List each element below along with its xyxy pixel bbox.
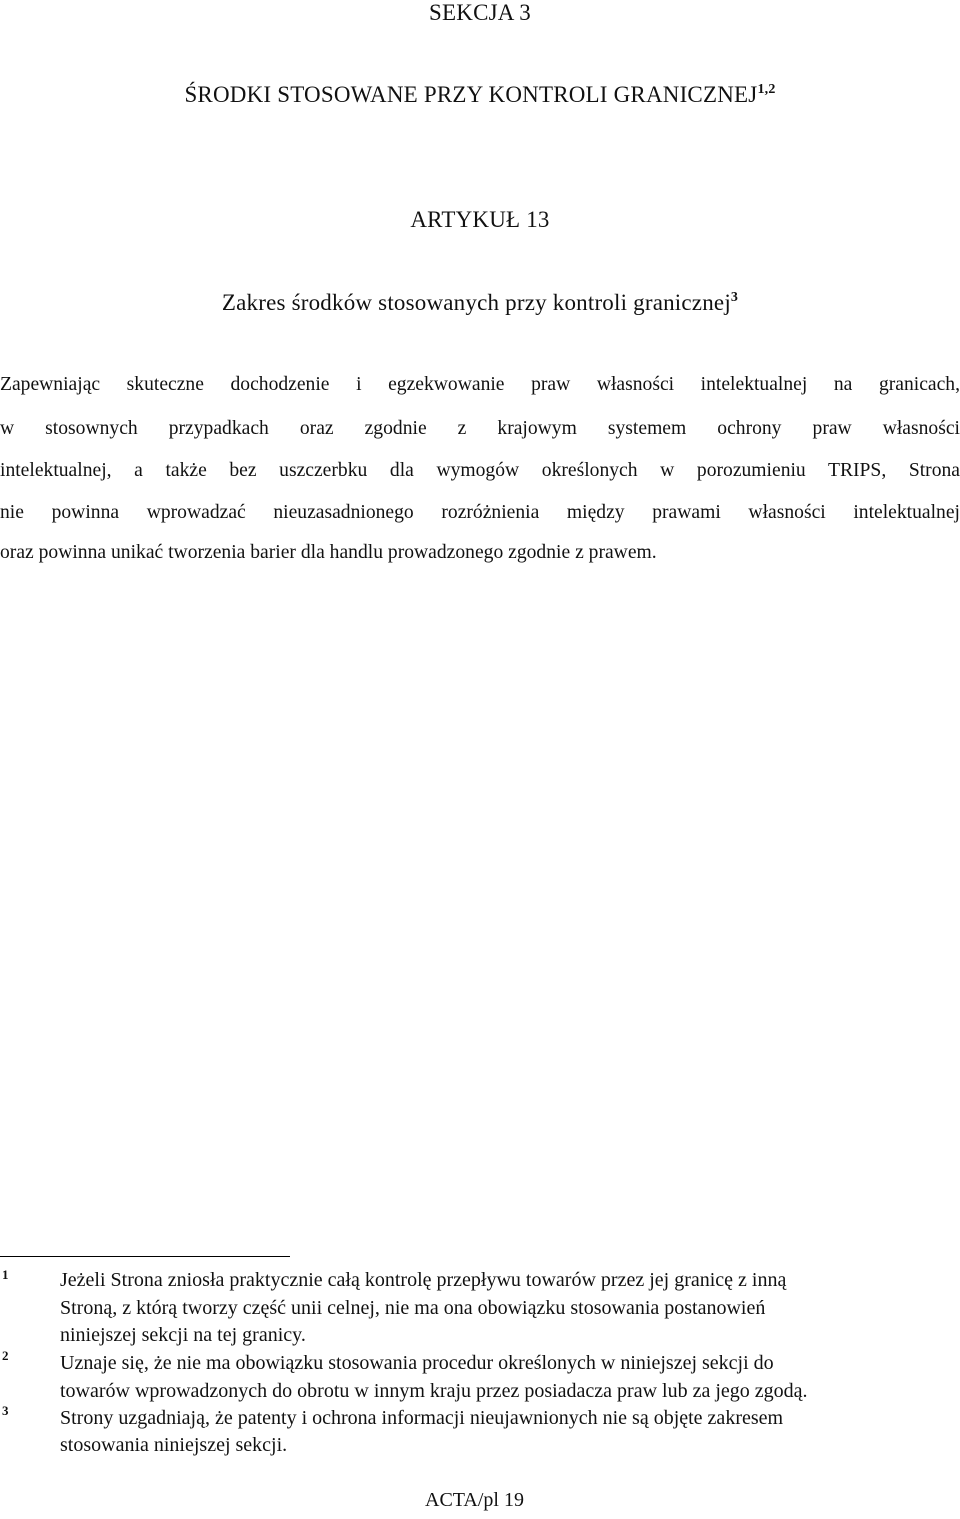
- footnote-line: Jeżeli Strona zniosła praktycznie całą kontrolę przepływu towarów przez jej granicę z inną: [60, 1269, 787, 1291]
- section-label: SEKCJA 3: [429, 0, 531, 25]
- body-line: w stosownych przypadkach oraz zgodnie z krajowym systemem ochrony praw własności: [0, 418, 960, 439]
- article-label: ARTYKUŁ 13: [410, 207, 550, 232]
- section-title-footnote-refs[interactable]: 1,2: [757, 82, 776, 97]
- footnote-number: 1: [2, 1267, 9, 1282]
- article-title: [0, 290, 960, 316]
- footnote-line: towarów wprowadzonych do obrotu w innym kraju przez posiadacza praw lub za jego zgodą.: [60, 1380, 808, 1402]
- footnote-line: Stroną, z którą tworzy część unii celnej, nie ma ona obowiązku stosowania postanowień: [60, 1297, 766, 1319]
- body-line: Zapewniając skuteczne dochodzenie i egzekwowanie praw własności intelektualnej na granicach,: [0, 374, 960, 395]
- section-title-text: ŚRODKI STOSOWANE PRZY KONTROLI GRANICZNEJ: [184, 82, 758, 107]
- footnote-number: 3: [2, 1403, 9, 1418]
- article-title-footnote-ref[interactable]: 3: [730, 290, 739, 305]
- footnote-line: niniejszej sekcji na tej granicy.: [60, 1324, 306, 1346]
- body-line: oraz powinna unikać tworzenia barier dla handlu prowadzonego zgodnie z prawem.: [0, 542, 657, 563]
- body-line: intelektualnej, a także bez uszczerbku dla wymogów określonych w porozumieniu TRIPS, Strona: [0, 460, 960, 481]
- body-line: nie powinna wprowadzać nieuzasadnionego rozróżnienia między prawami własności intelektualnej: [0, 502, 960, 523]
- footnote-line: Uznaje się, że nie ma obowiązku stosowania procedur określonych w niniejszej sekcji do: [60, 1352, 774, 1374]
- article-title-text: Zakres środków stosowanych przy kontroli granicznej: [221, 290, 731, 315]
- footnote-line: stosowania niniejszej sekcji.: [60, 1434, 288, 1456]
- section-title: [0, 82, 960, 108]
- page-footer: ACTA/pl 19: [425, 1489, 524, 1511]
- footnote-number: 2: [2, 1348, 9, 1363]
- footnote-separator: [0, 1256, 290, 1257]
- footnote-line: Strony uzgadniają, że patenty i ochrona informacji nieujawnionych nie są objęte zakresem: [60, 1407, 784, 1429]
